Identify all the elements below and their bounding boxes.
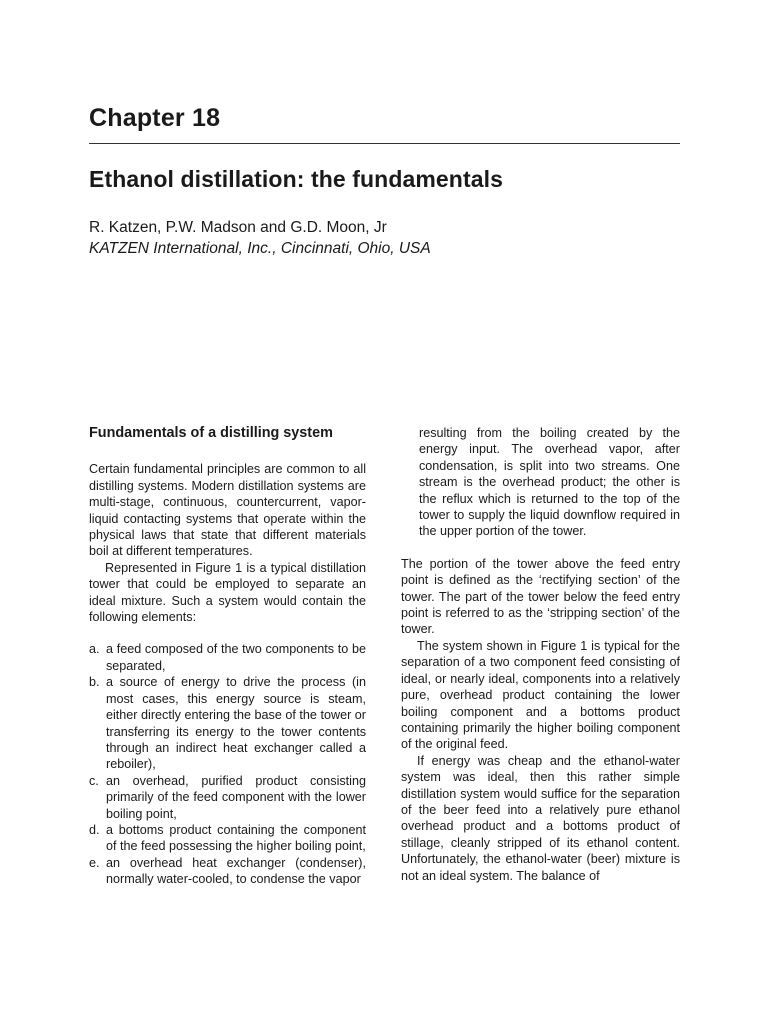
list-item <box>89 773 366 822</box>
list-item-text: an overhead heat exchanger (condenser), normally water-cooled, to condense the vapor <box>106 855 366 887</box>
list-letter: b. <box>89 675 100 690</box>
paragraph: If energy was cheap and the ethanol-water system was ideal, then this rather simple distillation system would suffice for the separation of the beer feed into a relatively pure ethanol overhead product and a bottoms product of stillage, cleanly stripped of its ethanol content. Unfortunately, the ethanol-water (beer) mixture is not an ideal system. The balance of <box>401 753 680 883</box>
authors: R. Katzen, P.W. Madson and G.D. Moon, Jr <box>89 219 387 236</box>
chapter-title: Ethanol distillation: the fundamentals <box>89 166 503 192</box>
paragraph: Certain fundamental principles are common to all distilling systems. Modern distillation systems are multi-stage, continuous, countercurrent, vapor-liquid contacting systems that operate within the physical laws that state that different materials boil at different temperatures. <box>89 462 366 559</box>
list-item-text: a bottoms product containing the component of the feed possessing the higher boiling point, <box>106 822 366 854</box>
section-heading: Fundamentals of a distilling system <box>89 425 333 441</box>
paragraph-spacer <box>401 540 680 556</box>
list-letter: c. <box>89 773 99 788</box>
list-item-text: a feed composed of the two components to be separated, <box>106 642 366 673</box>
list-item <box>89 822 366 855</box>
list-letter: d. <box>89 822 100 837</box>
list-item-text: a source of energy to drive the process (in most cases, this energy source is steam, either directly entering the base of the tower or transferring its energy to the tower contents through an indirect heat exchanger called a reboiler), <box>106 675 366 772</box>
list-item <box>89 855 366 888</box>
list-item-continued: resulting from the boiling created by the energy input. The overhead vapor, after condensation, is split into two streams. One stream is the overhead product; the other is the reflux which is returned to the top of the tower to supply the liquid downflow required in the upper portion of the tower. <box>419 426 680 539</box>
left-column <box>89 425 366 888</box>
list-item-text: an overhead, purified product consisting primarily of the feed component with the lower boiling point, <box>106 773 366 821</box>
paragraph-spacer <box>89 625 366 641</box>
paragraph: The portion of the tower above the feed entry point is defined as the ‘rectifying section’ of the tower. The part of the tower below the feed entry point is referred to as the ‘stripping section’ of the tower. <box>401 556 680 637</box>
paragraph: Represented in Figure 1 is a typical distillation tower that could be employed to separate an ideal mixture. Such a system would contain the following elements: <box>89 560 366 625</box>
affiliation: KATZEN International, Inc., Cincinnati, Ohio, USA <box>89 240 431 257</box>
element-list <box>89 641 366 887</box>
right-column <box>401 425 680 884</box>
chapter-number: Chapter 18 <box>89 104 221 132</box>
list-item <box>89 674 366 772</box>
title-rule <box>89 143 680 144</box>
list-letter: e. <box>89 855 100 870</box>
list-item <box>89 641 366 674</box>
paragraph: The system shown in Figure 1 is typical for the separation of a two component feed consisting of ideal, or nearly ideal, components into a relatively pure, overhead product containing the lower boiling component and a bottoms product containing primarily the higher boiling component of the original feed. <box>401 638 680 752</box>
list-letter: a. <box>89 642 100 657</box>
